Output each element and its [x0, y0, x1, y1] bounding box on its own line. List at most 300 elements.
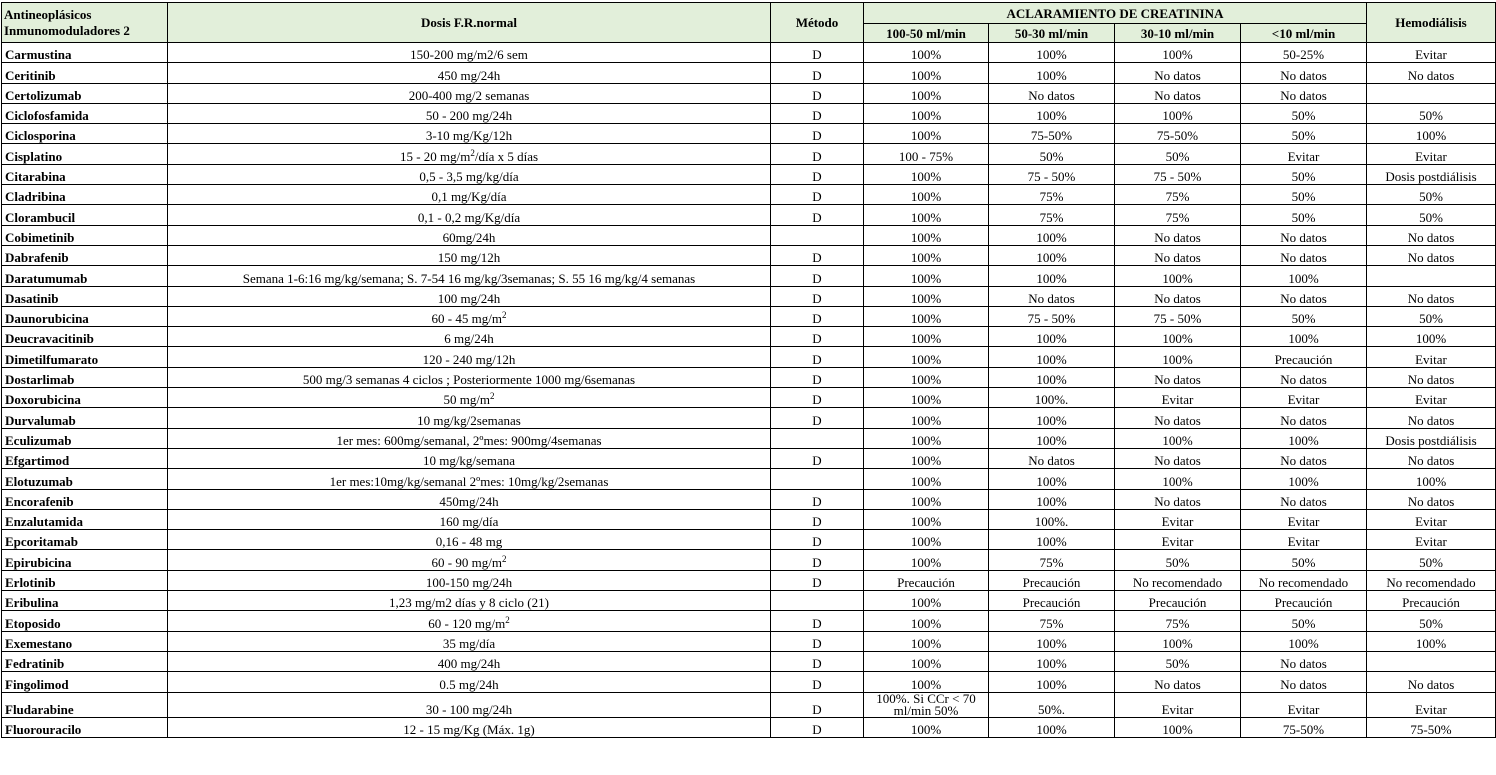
- dialysis-cell: No recomendado: [1367, 570, 1496, 590]
- clearance-30-10-cell: 100%: [1115, 43, 1241, 63]
- clearance-30-10-cell: No datos: [1115, 225, 1241, 245]
- table-row: [2, 124, 1496, 144]
- dialysis-cell: No datos: [1367, 245, 1496, 265]
- dose-suffix: /día x 5 días: [474, 148, 539, 164]
- dose-text: 30 - 100 mg/24h: [425, 701, 513, 717]
- clearance-col-50-30: 50-30 ml/min: [989, 24, 1115, 43]
- dose-cell: [168, 124, 771, 144]
- table-row: [2, 717, 1496, 737]
- clearance-50-30-cell: 75 - 50%: [989, 306, 1115, 326]
- dose-text: 10 mg/kg/2semanas: [417, 412, 521, 428]
- dose-cell: [168, 185, 771, 205]
- method-cell: D: [771, 692, 864, 717]
- method-cell: D: [771, 611, 864, 631]
- dose-cell: [168, 245, 771, 265]
- drug-name-cell: Citarabina: [2, 164, 168, 184]
- clearance-30-10-cell: Evitar: [1115, 509, 1241, 529]
- clearance-30-10-cell: No datos: [1115, 245, 1241, 265]
- clearance-100-50-cell: 100%: [864, 327, 989, 347]
- clearance-col-100-50: 100-50 ml/min: [864, 24, 989, 43]
- table-row: [2, 591, 1496, 611]
- dialysis-cell: Evitar: [1367, 347, 1496, 367]
- clearance-100-50-cell: 100%: [864, 266, 989, 286]
- clearance-30-10-cell: No datos: [1115, 83, 1241, 103]
- drug-name-cell: Cladribina: [2, 185, 168, 205]
- table-row: [2, 63, 1496, 83]
- dose-exponent: 2: [501, 553, 507, 564]
- drug-name-cell: Clorambucil: [2, 205, 168, 225]
- clearance-100-50-cell: 100%: [864, 367, 989, 387]
- clearance-100-50-cell: 100%: [864, 448, 989, 468]
- method-cell: D: [771, 550, 864, 570]
- clearance-100-50-cell: Precaución: [864, 570, 989, 590]
- dose-cell: [168, 43, 771, 63]
- drug-name-cell: Daratumumab: [2, 266, 168, 286]
- dialysis-cell: Dosis postdiálisis: [1367, 428, 1496, 448]
- clearance-100-50-cell: 100%: [864, 205, 989, 225]
- clearance-30-10-cell: 100%: [1115, 717, 1241, 737]
- dialysis-cell: [1367, 651, 1496, 671]
- dose-cell: [168, 83, 771, 103]
- table-row: [2, 692, 1496, 717]
- clearance-under-10-cell: No datos: [1241, 448, 1367, 468]
- clearance-30-10-cell: No datos: [1115, 489, 1241, 509]
- clearance-50-30-cell: 100%: [989, 717, 1115, 737]
- dialysis-cell: 50%: [1367, 550, 1496, 570]
- clearance-50-30-cell: 75%: [989, 185, 1115, 205]
- dose-text: 15 - 20 mg/m: [399, 148, 471, 164]
- dialysis-cell: 100%: [1367, 469, 1496, 489]
- clearance-50-30-cell: 100%: [989, 408, 1115, 428]
- dose-cell: [168, 205, 771, 225]
- table-row: [2, 631, 1496, 651]
- table-row: [2, 509, 1496, 529]
- method-cell: D: [771, 266, 864, 286]
- clearance-30-10-cell: No recomendado: [1115, 570, 1241, 590]
- table-row: [2, 489, 1496, 509]
- dose-text: 0,5 - 3,5 mg/kg/día: [419, 169, 519, 185]
- clearance-under-10-cell: Precaución: [1241, 347, 1367, 367]
- clearance-under-10-cell: 50%: [1241, 550, 1367, 570]
- method-cell: D: [771, 367, 864, 387]
- clearance-100-50-cell: 100%: [864, 550, 989, 570]
- drug-name-cell: Certolizumab: [2, 83, 168, 103]
- clearance-30-10-cell: 100%: [1115, 266, 1241, 286]
- clearance-30-10-cell: 75%: [1115, 205, 1241, 225]
- method-cell: D: [771, 530, 864, 550]
- dialysis-cell: 75-50%: [1367, 717, 1496, 737]
- method-cell: D: [771, 631, 864, 651]
- table-row: [2, 327, 1496, 347]
- clearance-under-10-cell: Evitar: [1241, 692, 1367, 717]
- method-cell: D: [771, 185, 864, 205]
- method-cell: D: [771, 408, 864, 428]
- dialysis-cell: 100%: [1367, 631, 1496, 651]
- clearance-group-header: ACLARAMIENTO DE CREATININA: [864, 3, 1367, 24]
- table-row: [2, 266, 1496, 286]
- clearance-50-30-cell: 100%.: [989, 509, 1115, 529]
- clearance-100-50-cell: 100%: [864, 611, 989, 631]
- table-row: [2, 672, 1496, 692]
- drug-name-cell: Doxorubicina: [2, 388, 168, 408]
- clearance-30-10-cell: No datos: [1115, 672, 1241, 692]
- drug-name-cell: Carmustina: [2, 43, 168, 63]
- dose-cell: [168, 692, 771, 717]
- clearance-under-10-cell: No datos: [1241, 408, 1367, 428]
- dose-cell: [168, 428, 771, 448]
- method-cell: D: [771, 164, 864, 184]
- dialysis-cell: 100%: [1367, 124, 1496, 144]
- drug-name-cell: Dostarlimab: [2, 367, 168, 387]
- dose-cell: [168, 550, 771, 570]
- clearance-50-30-cell: 100%: [989, 327, 1115, 347]
- dose-cell: [168, 469, 771, 489]
- dose-text: 50 mg/m: [443, 392, 491, 408]
- dose-text: 1er mes: 600mg/semanal, 2ºmes: 900mg/4semanas: [336, 432, 602, 448]
- dialysis-cell: No datos: [1367, 286, 1496, 306]
- method-cell: [771, 469, 864, 489]
- method-cell: D: [771, 286, 864, 306]
- method-cell: D: [771, 672, 864, 692]
- clearance-under-10-cell: No recomendado: [1241, 570, 1367, 590]
- dose-cell: [168, 489, 771, 509]
- dose-text: 150 mg/12h: [437, 250, 501, 266]
- dialysis-cell: Evitar: [1367, 692, 1496, 717]
- clearance-under-10-cell: No datos: [1241, 245, 1367, 265]
- clearance-100-50-cell: 100%: [864, 509, 989, 529]
- clearance-100-50-cell: 100%: [864, 347, 989, 367]
- drug-name-cell: Ciclofosfamida: [2, 103, 168, 123]
- drug-column-header: [2, 3, 168, 43]
- dose-text: 200-400 mg/2 semanas: [408, 87, 530, 103]
- method-cell: D: [771, 717, 864, 737]
- clearance-30-10-cell: 50%: [1115, 550, 1241, 570]
- clearance-col-30-10: 30-10 ml/min: [1115, 24, 1241, 43]
- dose-text: 450 mg/24h: [437, 67, 501, 83]
- clearance-100-50-cell: 100%: [864, 286, 989, 306]
- clearance-50-30-cell: No datos: [989, 83, 1115, 103]
- clearance-100-50-cell: 100%: [864, 530, 989, 550]
- clearance-100-50-cell: 100%: [864, 43, 989, 63]
- method-cell: D: [771, 489, 864, 509]
- drug-name-cell: Fludarabine: [2, 692, 168, 717]
- table-row: [2, 428, 1496, 448]
- clearance-30-10-cell: No datos: [1115, 286, 1241, 306]
- clearance-under-10-cell: 100%: [1241, 469, 1367, 489]
- clearance-50-30-cell: Precaución: [989, 570, 1115, 590]
- clearance-100-50-cell: 100%: [864, 306, 989, 326]
- drug-name-cell: Eribulina: [2, 591, 168, 611]
- dose-text: Semana 1-6:16 mg/kg/semana; S. 7-54 16 mg/kg/3semanas; S. 55 16 mg/kg/4 semanas: [242, 270, 696, 286]
- clearance-50-30-cell: No datos: [989, 286, 1115, 306]
- dose-cell: [168, 672, 771, 692]
- dialysis-cell: 50%: [1367, 103, 1496, 123]
- clearance-30-10-cell: 75 - 50%: [1115, 164, 1241, 184]
- dose-text: 0,16 - 48 mg: [435, 534, 503, 550]
- table-row: [2, 185, 1496, 205]
- dialysis-cell: Evitar: [1367, 43, 1496, 63]
- clearance-100-50-cell: 100%: [864, 103, 989, 123]
- clearance-50-30-cell: 100%: [989, 530, 1115, 550]
- dialysis-cell: 50%: [1367, 611, 1496, 631]
- clearance-100-50-cell: 100%: [864, 651, 989, 671]
- table-row: [2, 408, 1496, 428]
- clearance-100-50-cell: 100%: [864, 489, 989, 509]
- dose-cell: [168, 63, 771, 83]
- clearance-50-30-cell: 75%: [989, 611, 1115, 631]
- drug-header-line1: Antineoplásicos: [4, 6, 92, 22]
- clearance-30-10-cell: No datos: [1115, 408, 1241, 428]
- renal-dosing-table: [1, 2, 1496, 738]
- method-cell: D: [771, 388, 864, 408]
- method-cell: D: [771, 448, 864, 468]
- dose-cell: [168, 717, 771, 737]
- clearance-100-50-cell: 100 - 75%: [864, 144, 989, 164]
- drug-name-cell: Deucravacitinib: [2, 327, 168, 347]
- table-row: [2, 144, 1496, 164]
- clearance-50-30-cell: 100%: [989, 63, 1115, 83]
- table-row: [2, 611, 1496, 631]
- drug-name-cell: Dabrafenib: [2, 245, 168, 265]
- drug-name-cell: Eculizumab: [2, 428, 168, 448]
- clearance-under-10-cell: 100%: [1241, 266, 1367, 286]
- clearance-under-10-cell: 50%: [1241, 164, 1367, 184]
- clearance-30-10-cell: Evitar: [1115, 692, 1241, 717]
- method-cell: [771, 591, 864, 611]
- drug-name-cell: Dasatinib: [2, 286, 168, 306]
- clearance-30-10-cell: 75%: [1115, 611, 1241, 631]
- dose-cell: [168, 651, 771, 671]
- dose-text: 1,23 mg/m2 días y 8 ciclo (21): [389, 595, 549, 611]
- dose-cell: [168, 591, 771, 611]
- clearance-100-50-cell: 100%. Si CCr < 70 ml/min 50%: [864, 692, 989, 717]
- dose-text: 0.5 mg/24h: [439, 676, 499, 692]
- dose-text: 1er mes:10mg/kg/semanal 2ºmes: 10mg/kg/2semanas: [329, 473, 609, 489]
- drug-name-cell: Etoposido: [2, 611, 168, 631]
- table-row: [2, 83, 1496, 103]
- drug-name-cell: Erlotinib: [2, 570, 168, 590]
- clearance-30-10-cell: 100%: [1115, 327, 1241, 347]
- clearance-100-50-cell: 100%: [864, 717, 989, 737]
- dose-cell: [168, 631, 771, 651]
- dose-text: 50 - 200 mg/24h: [425, 108, 513, 124]
- dose-cell: [168, 144, 771, 164]
- clearance-50-30-cell: 100%: [989, 347, 1115, 367]
- dose-exponent: 2: [470, 147, 475, 158]
- drug-name-cell: Fedratinib: [2, 651, 168, 671]
- method-cell: [771, 225, 864, 245]
- dose-text: 500 mg/3 semanas 4 ciclos ; Posteriormente 1000 mg/6semanas: [302, 372, 636, 388]
- table-row: [2, 570, 1496, 590]
- clearance-under-10-cell: 50-25%: [1241, 43, 1367, 63]
- dose-cell: [168, 225, 771, 245]
- drug-name-cell: Cobimetinib: [2, 225, 168, 245]
- clearance-100-50-cell: 100%: [864, 63, 989, 83]
- method-cell: D: [771, 509, 864, 529]
- clearance-col-under-10: <10 ml/min: [1241, 24, 1367, 43]
- clearance-50-30-cell: 100%: [989, 469, 1115, 489]
- table-row: [2, 245, 1496, 265]
- table-row: [2, 164, 1496, 184]
- clearance-under-10-cell: 100%: [1241, 428, 1367, 448]
- dose-text: 450mg/24h: [439, 493, 499, 509]
- dialysis-cell: No datos: [1367, 408, 1496, 428]
- clearance-30-10-cell: No datos: [1115, 448, 1241, 468]
- dose-cell: [168, 448, 771, 468]
- clearance-30-10-cell: No datos: [1115, 367, 1241, 387]
- clearance-100-50-cell: 100%: [864, 469, 989, 489]
- dialysis-cell: [1367, 266, 1496, 286]
- dose-text: 3-10 mg/Kg/12h: [425, 128, 513, 144]
- dose-text: 60mg/24h: [442, 229, 496, 245]
- dialysis-column-header: Hemodiálisis: [1367, 3, 1496, 43]
- clearance-50-30-cell: Precaución: [989, 591, 1115, 611]
- clearance-under-10-cell: No datos: [1241, 651, 1367, 671]
- clearance-under-10-cell: 50%: [1241, 611, 1367, 631]
- table-row: [2, 306, 1496, 326]
- clearance-under-10-cell: No datos: [1241, 489, 1367, 509]
- dose-text: 12 - 15 mg/Kg (Máx. 1g): [403, 721, 535, 737]
- table-row: [2, 448, 1496, 468]
- clearance-50-30-cell: 100%: [989, 672, 1115, 692]
- table-row: [2, 43, 1496, 63]
- drug-header-line2: Inmunomoduladores 2: [4, 22, 130, 38]
- dialysis-cell: 50%: [1367, 205, 1496, 225]
- dialysis-cell: Evitar: [1367, 144, 1496, 164]
- dose-text: 100 mg/24h: [437, 290, 501, 306]
- dialysis-cell: 100%: [1367, 327, 1496, 347]
- dialysis-cell: No datos: [1367, 63, 1496, 83]
- clearance-30-10-cell: 100%: [1115, 428, 1241, 448]
- method-cell: D: [771, 83, 864, 103]
- table-row: [2, 469, 1496, 489]
- clearance-under-10-cell: 75-50%: [1241, 717, 1367, 737]
- dose-cell: [168, 327, 771, 347]
- clearance-under-10-cell: Evitar: [1241, 388, 1367, 408]
- dose-cell: [168, 347, 771, 367]
- clearance-30-10-cell: 50%: [1115, 651, 1241, 671]
- drug-name-cell: Encorafenib: [2, 489, 168, 509]
- table-row: [2, 388, 1496, 408]
- clearance-100-50-cell: 100%: [864, 124, 989, 144]
- dose-text: 400 mg/24h: [437, 656, 501, 672]
- drug-name-cell: Epcoritamab: [2, 530, 168, 550]
- dose-text: 60 - 45 mg/m: [431, 311, 502, 327]
- dose-text: 160 mg/día: [439, 514, 499, 530]
- table-body: [2, 43, 1496, 738]
- method-cell: D: [771, 124, 864, 144]
- dialysis-cell: No datos: [1367, 448, 1496, 468]
- dose-text: 60 - 90 mg/m: [431, 554, 502, 570]
- clearance-under-10-cell: No datos: [1241, 367, 1367, 387]
- clearance-50-30-cell: 100%: [989, 428, 1115, 448]
- dose-cell: [168, 266, 771, 286]
- clearance-under-10-cell: Evitar: [1241, 144, 1367, 164]
- clearance-100-50-cell: 100%: [864, 83, 989, 103]
- clearance-100-50-cell: 100%: [864, 388, 989, 408]
- dose-text: 150-200 mg/m2/6 sem: [410, 47, 528, 63]
- clearance-under-10-cell: Evitar: [1241, 509, 1367, 529]
- clearance-100-50-cell: 100%: [864, 672, 989, 692]
- clearance-under-10-cell: 50%: [1241, 306, 1367, 326]
- method-cell: D: [771, 103, 864, 123]
- clearance-100-50-cell: 100%: [864, 631, 989, 651]
- clearance-50-30-cell: 50%: [989, 144, 1115, 164]
- table-row: [2, 530, 1496, 550]
- drug-name-cell: Ciclosporina: [2, 124, 168, 144]
- dose-cell: [168, 388, 771, 408]
- clearance-50-30-cell: 75%: [989, 205, 1115, 225]
- clearance-50-30-cell: 100%: [989, 245, 1115, 265]
- method-cell: D: [771, 205, 864, 225]
- method-cell: D: [771, 306, 864, 326]
- clearance-50-30-cell: 50%.: [989, 692, 1115, 717]
- clearance-under-10-cell: 100%: [1241, 327, 1367, 347]
- dose-cell: [168, 611, 771, 631]
- clearance-100-50-cell: 100%: [864, 591, 989, 611]
- clearance-50-30-cell: 75-50%: [989, 124, 1115, 144]
- drug-name-cell: Fluorouracilo: [2, 717, 168, 737]
- method-cell: D: [771, 144, 864, 164]
- dose-text: 100-150 mg/24h: [425, 575, 513, 591]
- dose-text: 0,1 mg/Kg/día: [431, 189, 507, 205]
- table-row: [2, 347, 1496, 367]
- drug-name-cell: Epirubicina: [2, 550, 168, 570]
- method-cell: D: [771, 43, 864, 63]
- drug-name-cell: Efgartimod: [2, 448, 168, 468]
- dialysis-cell: No datos: [1367, 489, 1496, 509]
- method-cell: [771, 428, 864, 448]
- dose-cell: [168, 103, 771, 123]
- clearance-50-30-cell: 100%: [989, 631, 1115, 651]
- clearance-50-30-cell: No datos: [989, 448, 1115, 468]
- method-cell: D: [771, 245, 864, 265]
- clearance-under-10-cell: 100%: [1241, 631, 1367, 651]
- table-row: [2, 286, 1496, 306]
- clearance-50-30-cell: 75%: [989, 550, 1115, 570]
- dose-cell: [168, 306, 771, 326]
- dose-cell: [168, 286, 771, 306]
- clearance-50-30-cell: 100%: [989, 651, 1115, 671]
- clearance-under-10-cell: No datos: [1241, 83, 1367, 103]
- clearance-100-50-cell: 100%: [864, 225, 989, 245]
- dialysis-cell: No datos: [1367, 367, 1496, 387]
- clearance-30-10-cell: Precaución: [1115, 591, 1241, 611]
- table-row: [2, 225, 1496, 245]
- dose-text: 120 - 240 mg/12h: [422, 351, 516, 367]
- dialysis-cell: No datos: [1367, 672, 1496, 692]
- clearance-under-10-cell: No datos: [1241, 286, 1367, 306]
- clearance-under-10-cell: Precaución: [1241, 591, 1367, 611]
- clearance-30-10-cell: 100%: [1115, 631, 1241, 651]
- clearance-100-50-cell: 100%: [864, 408, 989, 428]
- dose-text: 0,1 - 0,2 mg/Kg/día: [417, 209, 521, 225]
- dialysis-cell: [1367, 83, 1496, 103]
- dose-cell: [168, 367, 771, 387]
- drug-name-cell: Dimetilfumarato: [2, 347, 168, 367]
- method-cell: D: [771, 651, 864, 671]
- method-column-header: Método: [771, 3, 864, 43]
- clearance-50-30-cell: 100%: [989, 225, 1115, 245]
- method-cell: D: [771, 63, 864, 83]
- method-cell: D: [771, 327, 864, 347]
- table-row: [2, 205, 1496, 225]
- table-row: [2, 651, 1496, 671]
- clearance-30-10-cell: Evitar: [1115, 530, 1241, 550]
- table-row: [2, 550, 1496, 570]
- clearance-30-10-cell: 100%: [1115, 103, 1241, 123]
- dialysis-cell: Precaución: [1367, 591, 1496, 611]
